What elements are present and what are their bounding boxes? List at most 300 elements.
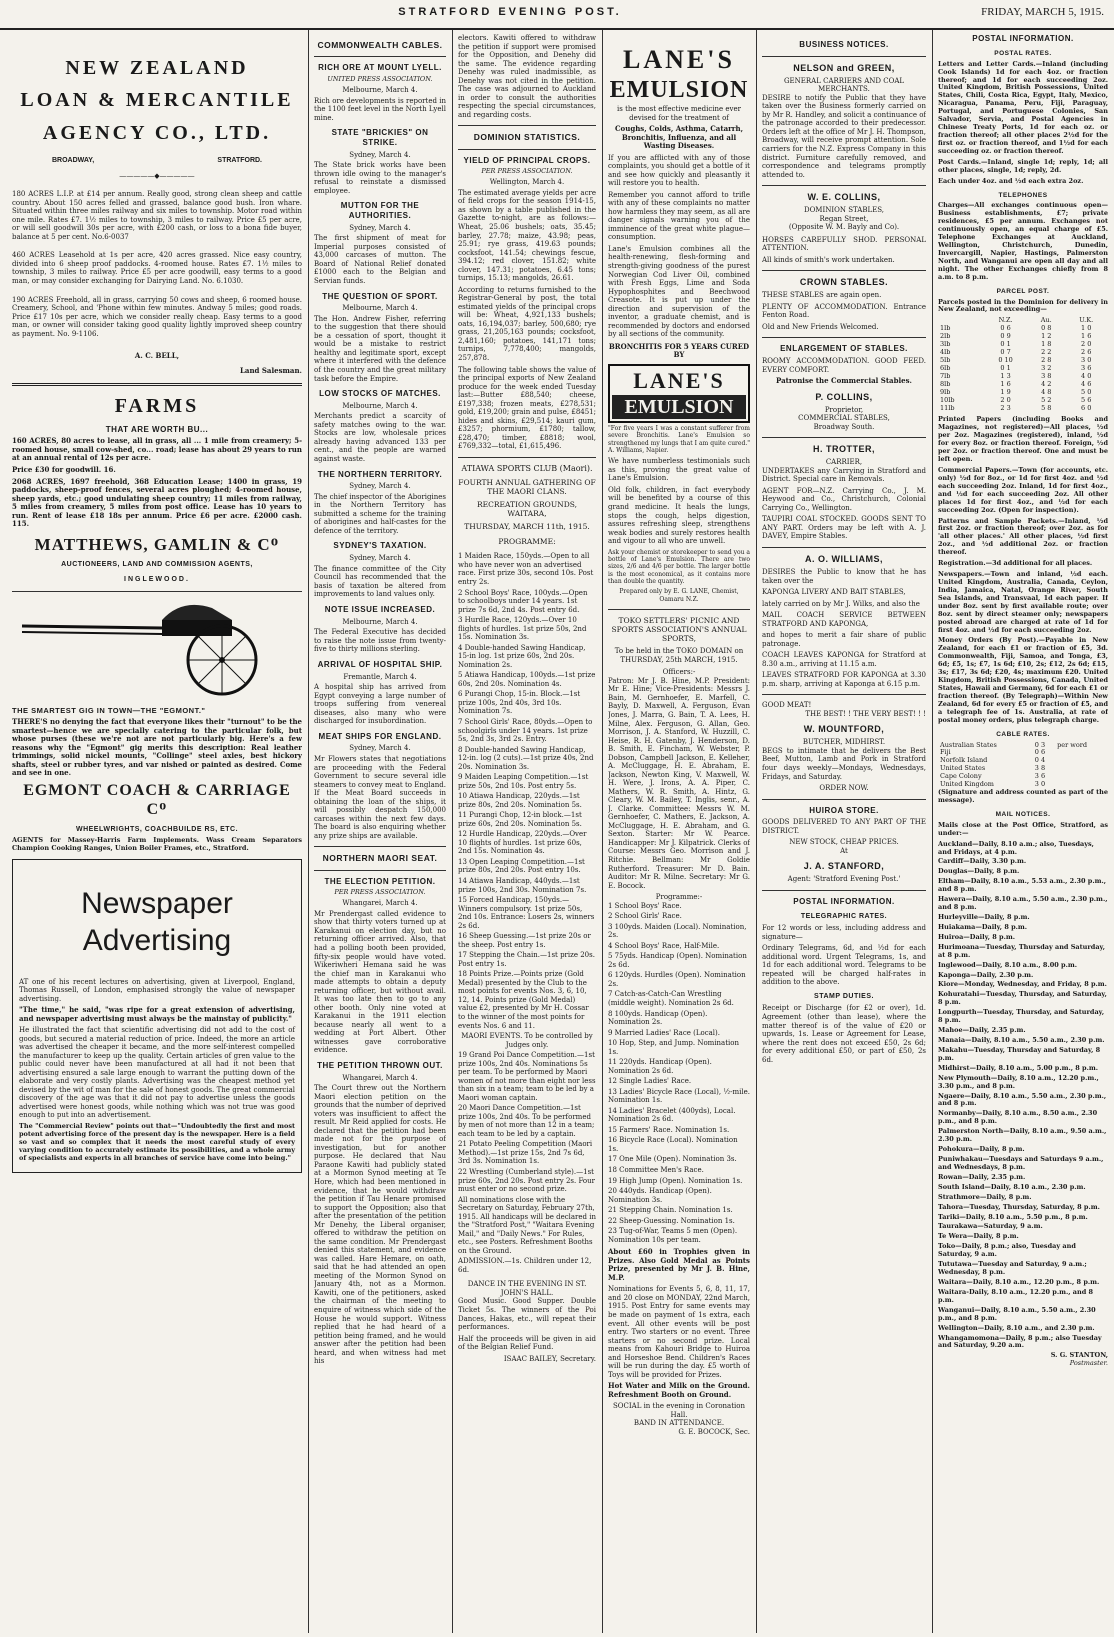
event-item: 8 100yds. Handicap (Open). Nomination 2s. xyxy=(608,1009,708,1027)
list-item: Puniwhakau—Tuesdays and Saturdays 9 a.m., and Wednesdays, 8 p.m. xyxy=(938,1154,1104,1171)
stamp-duties-para: Receipt or Discharge (for £2 or over), 1d. Agreement (other than lease), where the matter thereof is of the value of £20 or upwards, 1s. Lease or Agreement for Lease, where the rent does not exceed £50, 2s 6d; for every additional £50, or part of £50, 2s 6d. xyxy=(762,1004,926,1064)
atiawa-dance-body: Good Music. Good Supper. Double Ticket 5s. The winners of the Poi Dances, Hakas, etc., will repeat their performances. xyxy=(458,1297,596,1332)
mountford-title: W. MOUNTFORD, xyxy=(803,724,885,735)
dateline: Wellington, March 4. xyxy=(489,178,565,187)
list-item: Waitara-Daily, 8.10 a.m., 12.20 p.m., and 8 p.m. xyxy=(938,1287,1094,1304)
list-item: Auckland—Daily, 8.10 a.m.; also, Tuesdays, and Fridays, at 4 p.m. xyxy=(938,839,1094,856)
list-item: Mahoe—Daily, 2.35 p.m. xyxy=(938,1026,1026,1035)
list-item: Tariki—Daily, 8.10 a.m., 5.50 p.m., 8 p.m. xyxy=(938,1212,1088,1221)
postal-extra: Each under 4oz. and ½d each extra 2oz. xyxy=(938,176,1084,185)
dateline: Melbourne, March 4. xyxy=(342,401,418,410)
column-4 xyxy=(608,34,750,1633)
postmaster-title: Postmaster. xyxy=(1069,1359,1108,1368)
table-cell: 4lb xyxy=(940,348,951,357)
telegraphic-postal-title: POSTAL INFORMATION. xyxy=(793,896,895,906)
rule xyxy=(762,270,926,271)
mail-notices-list xyxy=(938,841,1108,1351)
nz-loan-street: BROADWAY, xyxy=(52,157,95,165)
event-item: 10 Atiawa Handicap, 220yds.—1st prize 80s, 2nd 20s. Nomination 5s. xyxy=(458,792,582,809)
mountford-best: THE BEST! ! THE VERY BEST! ! ! xyxy=(805,709,926,718)
list-item: Midhirst—Daily, 8.10 a.m., 5.00 p.m., 8 p.m. xyxy=(938,1063,1098,1072)
matthews-gamlin-sub: AUCTIONEERS, LAND AND COMMISSION AGENTS, xyxy=(61,561,253,569)
list-item: Kaponga—Daily, 2.30 p.m. xyxy=(938,970,1034,979)
dateline: Fremantle, March 4. xyxy=(343,672,417,681)
patterns-samples: Patterns and Sample Packets.—Inland, ½d first 2oz. or fraction thereof; over 2oz. as for 'all other places.' All other places, ½d first 2oz., and ½d additional 2oz. or fraction thereof. xyxy=(938,516,1108,557)
dominion-statistics-heading: DOMINION STATISTICS. xyxy=(473,132,581,143)
crown-stables-title: CROWN STABLES. xyxy=(799,277,889,288)
dateline: Melbourne, March 4. xyxy=(342,86,418,95)
event-item: 22 Sheep-Guessing. Nomination 1s. xyxy=(608,1216,735,1225)
table-cell xyxy=(1055,749,1108,757)
event-item: 19 High Jump (Open). Nomination 1s. xyxy=(608,1176,743,1185)
lanes-logo: LANE'S xyxy=(633,367,725,393)
lanes-testimonial: "For five years I was a constant sufferer from severe Bronchitis. Lane's Emulsion so strengthened my lungs that I am quite cured." A. Williams, Napier. xyxy=(608,425,750,455)
story-body: The chief inspector of the Aborigines in the Northern Territory has submitted a scheme for the training of aborigines and half-castes for the defence of the territory. xyxy=(314,492,446,535)
table-cell: Norfolk Island xyxy=(940,756,988,765)
trotter-agent: AGENT FOR—N.Z. Carrying Co., J. M. Heywood and Co., Christchurch, Colonial Carrying Co., Wellington. xyxy=(762,486,926,512)
table-cell: United States xyxy=(940,764,986,773)
matthews-gamlin-town: INGLEWOOD. xyxy=(124,575,190,583)
table-cell: 1 6 xyxy=(1081,332,1092,341)
diamond-ornament: —————◆————— xyxy=(119,171,195,180)
dateline: Sydney, March 4. xyxy=(349,554,411,563)
table-cell: Australian States xyxy=(940,740,997,749)
masthead xyxy=(0,0,1114,30)
rule xyxy=(762,799,926,800)
rule xyxy=(762,56,926,57)
headline: ARRIVAL OF HOSPITAL SHIP. xyxy=(317,659,443,669)
mail-notices-heading: MAIL NOTICES. xyxy=(995,810,1051,818)
event-item: ADMISSION.—1s. Children under 12, 6d. xyxy=(458,1257,592,1274)
money-orders: Money Orders (By Post).—Payable in New Zealand, for each £1 or fraction of £5, 3d. Commonwealth, Fiji, Samoa, and Tonga, £3, 6d; £5, 1s; £7, 1s 6d; £10, 2s; £12, 2s 6d; £15, 3s; £17, 3s 6d; £20, 4s; maximum £20. United Kingdom, British Possessions, Canada, United States, Hawaii and Germany, 6d for each £1 or fraction thereof. (By Telegraph)—Within New Zealand, 6d for every £5 or fraction of £5, and a telegraph fee of 1s. Australia, at rate of postal money orders, plus telegraph charge. xyxy=(938,636,1108,724)
cable-rates-table xyxy=(938,742,1108,790)
section-rule xyxy=(12,591,302,592)
nz-loan-listing-3: 190 ACRES Freehold, all in grass, carrying 50 cows and sheep, 6 roomed house. Creamery, School, and 'Phone within few minutes. Andway 5 miles; good roads. Price £17 10s per acre, which we consider really cheap. Easy terms to a good man, or owner will consider taking good quality lightly improved sheep country as payment. No. 9-1106. xyxy=(12,295,302,338)
table-cell: 9lb xyxy=(940,387,951,396)
cable-rates-heading: CABLE RATES. xyxy=(996,730,1050,738)
huiroa-at: At xyxy=(840,846,848,855)
mountford-sub: BUTCHER, MIDHIRST. xyxy=(802,738,886,747)
list-item: Ngaere—Daily, 8.10 a.m., 5.50 a.m., 2.30 p.m., and 8 p.m. xyxy=(938,1091,1107,1108)
table-cell: 8lb xyxy=(940,379,951,388)
registration: Registration.—3d additional for all places. xyxy=(938,559,1093,568)
egmont-gig-ad xyxy=(12,598,302,854)
atiawa-programme-heading: PROGRAMME: xyxy=(498,537,556,547)
farms-subtitle: THAT ARE WORTH BU... xyxy=(105,424,209,434)
event-item: 20 Maori Dance Competition.—1st prize 100s, 2nd 40s. To be performed by men of not more than 12 in a team; each team to be led by a captain. xyxy=(458,1104,595,1138)
table-cell: 2 0 xyxy=(1000,395,1011,404)
lanes-ailments: Coughs, Colds, Asthma, Catarrh, Bronchitis, Influenza, and all Wasting Diseases. xyxy=(614,124,744,151)
headline: RICH ORE AT MOUNT LYELL. xyxy=(318,63,442,73)
postal-letters: Letters and Letter Cards.—Inland (including Cook Islands) 1d for each 4oz. or fraction thereof; and 1d for each succeeding 2oz. United Kingdom, British Possessions, United States, Chili, Costa Rica, Egypt, Italy, Mexico, Nicaragua, Panama, Peru, Fiji, Paraguay, Portugal, and Portuguese Colonies, San Salvador, Servia, and Postal Agencies in Chinese Treaty Ports, 1d for each oz. or fraction thereof; all other places 2½d for the first oz. or fraction thereof, and 1½d for each succeeding oz. or fraction thereof. xyxy=(938,59,1108,155)
source: PER PRESS ASSOCIATION. xyxy=(334,888,426,897)
story-body: The Hon. Andrew Fisher, referring to the suggestion that there should be a cessation of sport, thought it would be a mistake to restrict healthy and legitimate sport, except where it interfered with the defence of the country and the great military task before the Empire. xyxy=(314,314,446,383)
table-cell: 1 2 xyxy=(1041,332,1052,341)
table-cell: 5 6 xyxy=(1081,395,1092,404)
column-5 xyxy=(762,34,926,1633)
list-item: Waitara—Daily, 8.10 a.m., 12.20 p.m., 8 p.m. xyxy=(938,1277,1100,1286)
trotter-title: H. TROTTER, xyxy=(813,444,875,455)
gig-shaft xyxy=(22,632,162,634)
table-cell: 3 6 xyxy=(1081,363,1092,372)
toko-secretary: G. E. BOCOCK, Sec. xyxy=(678,1427,750,1436)
toko-nominations: Nominations for Events 5, 6, 8, 11, 17, and 20 close on MONDAY, 22nd March, 1915. Post Entry for same events may be made on payment of 1s extra, each event. All other events will be post entry. Two starters or no event. Three starters or no second prize. Local means from Kahouri Bridge to Huiroa and Horseshoe Bend. Children's Races will be run during the day. £5 worth of Toys will be provided for Prizes. xyxy=(608,1285,750,1379)
enlargement-patronise: Patronise the Commercial Stables. xyxy=(776,376,912,386)
event-item: 4 Double-handed Sawing Handicap, 15-in log. 1st prize 60s, 2nd 20s. Nomination 2s. xyxy=(458,643,586,669)
telegraphic-para: For 12 words or less, including address and signature— xyxy=(762,924,926,941)
headline: MUTTON FOR THE AUTHORITIES. xyxy=(340,201,420,221)
list-item: Kohuratahi—Tuesday, Thursday, and Saturday, 8 p.m. xyxy=(938,990,1107,1007)
table-cell: 4 2 xyxy=(1041,379,1052,388)
toko-band: BAND IN ATTENDANCE. xyxy=(633,1419,725,1428)
enlargement-stables: COMMERCIAL STABLES, xyxy=(798,414,890,423)
column-3 xyxy=(458,34,596,1633)
crown-stables-friends: Old and New Friends Welcomed. xyxy=(762,322,879,331)
emulsion-title: EMULSION xyxy=(609,76,749,103)
table-cell: 1 8 xyxy=(1041,340,1052,349)
event-item: 9 Maiden Leaping Competition.—1st prize 50s, 2nd 10s. Post entry 5s. xyxy=(458,773,589,790)
gig-body: THERE'S no denying the fact that everyone likes their "turnout" to be the smartest—hence we are specially catering to the particular folk, but whose purses (these we're not are not particularly big. Here's a few reasons why the "Egmont" gig merits this description: Real leather trimmings, solid nickel mounts, "Collinge" steel axles, best hickory shafts, steel or rubber tyres, and var nished or painted as desired. Come and see in one. xyxy=(12,717,302,778)
table-cell: 3 6 xyxy=(1034,772,1046,781)
event-item: 14 Atiawa Handicap, 440yds.—1st prize 100s, 2nd 30s. Nomination 7s. xyxy=(458,877,587,894)
newspaper-advertising-box xyxy=(12,859,302,1172)
commercial-papers: Commercial Papers.—Town (for accounts, etc. only) ½d for 8oz., or 1d for first 4oz. and ½d each succeeding 2oz. Inland, 1d for first 4oz., and ½d for each succeeding 2oz. All other places 1d for first 4oz., and ½d for each succeeding 2oz. (Open for inspection). xyxy=(938,466,1108,514)
rule xyxy=(762,890,926,891)
rule xyxy=(762,547,926,548)
collins-work: All kinds of smith's work undertaken. xyxy=(762,255,895,264)
gig-shaft xyxy=(22,626,162,628)
story-body: The first shipment of meat for Imperial purposes consisted of 43,000 carcases of mutton. The Board of National Relief donated £1000 each to the Belgian and Servian funds. xyxy=(314,234,446,285)
list-item: Huiakama—Daily, 8 p.m. xyxy=(938,922,1028,931)
story-body: The following table shows the value of the principal exports of New Zealand produce for the week ended Tuesday last:—Butter £88,540; cheese, £197,338; frozen meats, £278,531; gold, £19,200; grain and pulse, £8451; hides and skins, £29,514; kauri gum, £3257; phormium, £1780; tallow, £28,470; timber, £8818; wool, £769,332—total, £1,615,496. xyxy=(458,365,596,451)
williams-body3: and hopes to merit a fair share of public patronage. xyxy=(762,631,926,648)
table-cell: 3lb xyxy=(940,340,951,349)
rule xyxy=(314,56,446,57)
table-cell: 3 0 xyxy=(1081,356,1092,365)
source: UNITED PRESS ASSOCIATION. xyxy=(327,75,433,84)
table-cell: 0 8 xyxy=(1041,324,1052,333)
huiroa-name: J. A. STANFORD, xyxy=(803,861,885,872)
commonwealth-cables-heading: COMMONWEALTH CABLES. xyxy=(317,40,443,50)
toko-officers-heading: Officers:- xyxy=(662,668,696,677)
headline: THE NORTHERN TERRITORY. xyxy=(317,469,443,479)
nz-loan-listing-1: 180 ACRES L.I.P. at £14 per annum. Really good, strong clean sheep and cattle country. About 150 acres felled and grassed, balance good bush. Iron whare. Situated within three miles railway and six miles to township. Motor road within one mile. Rates £7. 1½ miles to township, 3 miles to railway. Price £5 per acre, or will sell goodwill 30s per acre, with £200 cash, or loss to a bona fide buyer, balance at 5 per cent. No.6-0037 xyxy=(12,190,302,241)
toko-programme-heading: Programme:- xyxy=(655,893,703,902)
event-item: 21 Stepping Chain. Nomination 1s. xyxy=(608,1206,733,1215)
event-item: 13 Open Leaping Competition.—1st prize 80s, 2nd 20s. Post entry 10s. xyxy=(458,857,585,875)
event-item: 15 Farmers' Race. Nomination 1s. xyxy=(608,1125,730,1134)
rule xyxy=(762,694,926,695)
postal-rates-heading: POSTAL RATES. xyxy=(994,49,1052,57)
stamp-duties-title: STAMP DUTIES. xyxy=(814,992,874,1000)
lanes-cure: BRONCHITIS FOR 5 YEARS CURED BY xyxy=(608,341,750,360)
farms-listing-1: 160 ACRES, 80 acres to lease, all in grass, all ... 1 mile from creamery; 5-roomed house, small cow-shed, co... road; lease has about 29 years to run at an annual rental of 12s per acre. xyxy=(12,436,302,463)
column-divider xyxy=(932,30,933,1633)
williams-coach: COACH LEAVES KAPONGA for Stratford at 8.30 a.m., arriving at 11.15 a.m. xyxy=(762,651,926,668)
event-item: 12 Single Ladies' Race. xyxy=(608,1077,692,1086)
williams-body2: lately carried on by Mr J. Wilks, and also the xyxy=(762,599,920,608)
event-item: 5 Atiawa Handicap, 100yds.—1st prize 60s, 2nd 20s. Nomination 4s. xyxy=(458,671,596,688)
event-item: 4 School Boys' Race, Half-Mile. xyxy=(608,941,720,950)
table-cell: 1 0 xyxy=(1081,324,1092,333)
event-item: 16 Bicycle Race (Local). Nomination 1s. xyxy=(608,1136,738,1153)
table-cell: 2 8 xyxy=(1041,356,1052,365)
headline: YIELD OF PRINCIPAL CROPS. xyxy=(463,155,591,165)
table-cell: 5 2 xyxy=(1041,395,1052,404)
nelson-green-body: DESIRE to notify the Public that they have taken over the Business formerly carried on by Mr R. Handley, and solicit a continuance of the patronage accorded to their predecessor. Orders left at the office of Mr J. H. Thompson, Broadway, will receive prompt attention. Sole carriers for the N.Z. Express Company in this district. Furniture carefully removed, and correspondence and telegrams promptly attended to. xyxy=(762,93,926,179)
egmont-agents: AGENTS for Massey-Harris Farm Implements. Wass Cream Separators Champion Cooking Ranges, Union Boiler Frames, etc., Stratford. xyxy=(12,836,302,853)
column-header: Au. xyxy=(1040,316,1052,325)
parcel-rates-table xyxy=(938,317,1108,412)
headline: THE QUESTION OF SPORT. xyxy=(322,291,438,301)
event-item: 22 Wrestling (Cumberland style).—1st prize 60s, 2nd 20s. Post entry 2s. Four must enter or no second prize. xyxy=(458,1168,595,1194)
event-item: 16 Sheep Guessing.—1st prize 20s or the sheep. Post entry 1s. xyxy=(458,932,591,949)
story-body: The finance committee of the City Council has recommended that the basis of taxation be altered from improvements to land values only. xyxy=(314,564,446,599)
table-cell: 0 1 xyxy=(1000,363,1011,372)
atiawa-sports-ad xyxy=(458,464,596,1363)
telegraphic-para: Ordinary Telegrams, 6d, and ½d for each additional word. Urgent Telegrams, 1s, and 1d for each additional word. Telegrams to be repeated will be charged half-rates in addition to the above. xyxy=(762,944,926,987)
atiawa-line3: RECREATION GROUNDS, WAITARA, xyxy=(477,499,577,518)
column-divider xyxy=(756,30,757,1633)
event-item: 23 Tug-of-War, Teams 5 men (Open). Nomination 10s per team. xyxy=(608,1227,738,1244)
table-cell: 0 7 xyxy=(1000,348,1011,357)
table-cell: 0 10 xyxy=(998,356,1013,365)
list-item: Douglas—Daily, 8 p.m. xyxy=(938,867,1020,876)
headline: THE PETITION THROWN OUT. xyxy=(317,1060,443,1070)
column-divider xyxy=(308,30,309,1633)
list-item: Taurakawa—Saturday, 9 a.m. xyxy=(938,1222,1043,1231)
atiawa-dance: DANCE IN THE EVENING IN ST. JOHN'S HALL. xyxy=(467,1280,587,1297)
huiroa-agent: Agent: 'Stratford Evening Post.' xyxy=(787,875,901,884)
williams-mail: MAIL COACH SERVICE BETWEEN STRATFORD AND KAPONGA, xyxy=(762,611,926,628)
list-item: Tututawa—Tuesday and Saturday, 9 a.m.; Wednesday, 8 p.m. xyxy=(938,1260,1087,1277)
toko-social: SOCIAL in the evening in Coronation Hall. xyxy=(612,1402,745,1419)
table-cell: 10lb xyxy=(940,395,955,404)
table-cell: 6 0 xyxy=(1081,403,1092,412)
farms-listing-2: 2068 ACRES, 1697 freehold, 368 Education Lease; 1400 in grass, 19 paddocks, sheep-proof fences, several acres ploughed; 4-roomed house, sheep yards, etc.; good undulating sheep country; 11 miles from railway, 5 miles from creamery, 5 miles from post office. Lease has 10 years to run. Rent of lease £18 18s per annum. Price £6 per acre. £2000 cash. 115. xyxy=(12,476,302,529)
list-item: New Plymouth—Daily, 8.10 a.m., 12.20 p.m., 3.30 p.m., and 8 p.m. xyxy=(938,1073,1099,1090)
event-item: 3 Hurdle Race, 120yds.—Over 10 flights of hurdles. 1st prize 50s, 2nd 15s. Nomination 3s. xyxy=(458,616,587,642)
mountford-body: BEGS to intimate that he delivers the Best Beef, Mutton, Lamb and Pork in Stratford four days weekly—Mondays, Wednesdays, Fridays, and Saturday. xyxy=(762,746,926,781)
williams-stable: KAPONGA LIVERY AND BAIT STABLES, xyxy=(762,588,906,597)
huiroa-stock: NEW STOCK, CHEAP PRICES. xyxy=(789,838,899,847)
table-cell: 5 0 xyxy=(1081,387,1092,396)
advertising-title-line2: Advertising xyxy=(82,923,232,957)
list-item: Wellington—Daily, 8.10 a.m., and 2.30 p.m. xyxy=(938,1323,1095,1332)
table-cell: 3 0 xyxy=(1034,780,1046,789)
telephones-body: Charges—All exchanges continuous open—Business establishments, £7; private residences, £5 per annum. Exchanges not continuously open, an equal charge of £5. Telephone Exchanges at Auckland, Wellington, Christchurch, Dunedin, Invercargill, Napier, Hastings, Palmerston North, and Wanganui are open all day and all night. The other Exchanges chiefly from 8 a.m. to 8 p.m. xyxy=(938,201,1108,281)
farms-title: FARMS xyxy=(114,395,200,418)
event-item: 2 School Girls' Race. xyxy=(608,912,682,921)
collins-opposite: (Opposite W. M. Bayly and Co). xyxy=(788,223,900,232)
rule xyxy=(762,437,926,438)
nz-loan-town: STRATFORD. xyxy=(217,157,262,165)
headline: STATE "BRICKIES" ON STRIKE. xyxy=(331,128,429,147)
table-cell: 3 8 xyxy=(1041,371,1052,380)
table-cell: Cape Colony xyxy=(940,772,982,781)
nz-loan-listing-2: 460 ACRES Leasehold at 1s per acre, 420 acres grassed. Nice easy country, divided into 6 sheep proof paddocks. 4-roomed house. Rates £7. 1½ miles to township, 3 miles to railway. Price £5 per acre goodwill, easy terms to a good man, or may consider exchanging for Dairying Land. No. 6.1030. xyxy=(12,251,302,286)
story-body: Rich ore developments is reported in the 1100 feet level in the North Lyell mine. xyxy=(314,96,446,122)
story-body: According to returns furnished to the Registrar-General by post, the total estimated yields of the principal crops will be: Wheat, 4,921,133 bushels; oats, 16,194,037; barley, 500,680; rye grass, 21,205,163 pounds; cocksfoot, 2,481,160; potatoes, 141,171 tons; turnips, 7,778,400; mangolds, 257,878. xyxy=(458,285,596,362)
farms-listing-1-price: Price £30 for goodwill. 16. xyxy=(12,465,116,474)
postal-information-heading: POSTAL INFORMATION. xyxy=(972,34,1074,43)
event-item: MAORI EVENTS. To be controlled by Judges only. xyxy=(461,1032,593,1049)
rule xyxy=(458,125,596,126)
collins-address: Regan Street, xyxy=(819,214,869,223)
event-item: 18 Points Prize.—Points prize (Gold Medal) presented by the Club to the most points for events Nos. 3, 6, 10, 12, 14. Points prize (Gold Medal) value £2, presented by Mr H. Cossar to the winner of the most points for events Nos. 6 and 11. xyxy=(458,970,589,1030)
event-item: 7 School Girls' Race, 80yds.—Open to schoolgirls under 14 years. 1st prize 5s, 2nd 3s, 3rd 2s. Entry. xyxy=(458,717,593,744)
lanes-logo-box xyxy=(608,364,750,423)
lanes-lead: is the most effective medicine ever devised for the treatment of xyxy=(617,104,741,122)
atiawa-line4: THURSDAY, MARCH 11th, 1915. xyxy=(464,522,590,532)
table-cell: 0 6 xyxy=(1000,324,1011,333)
list-item: South Island—Daily, 8.10 a.m., 2.30 p.m. xyxy=(938,1182,1086,1191)
table-cell xyxy=(1055,773,1108,781)
event-item: 9 Married Ladies' Race (Local). xyxy=(608,1028,720,1037)
event-item: 8 Double-handed Sawing Handicap, 12-in. log (2 cuts).—1st prize 40s, 2nd 20s. Nomination 3s. xyxy=(458,745,594,771)
headline: NOTE ISSUE INCREASED. xyxy=(324,604,436,614)
dateline: Whangarei, March 4. xyxy=(342,899,418,908)
table-cell: 0 6 xyxy=(1034,748,1046,757)
mail-notices-intro: Mails close at the Post Office, Stratford, as under:— xyxy=(938,820,1108,837)
trotter-body: UNDERTAKES any Carrying in Stratford and District. Special care in Removals. xyxy=(762,466,926,484)
list-item: Hurimoana—Tuesday, Thursday and Saturday, at 8 p.m. xyxy=(938,942,1105,959)
toko-venue: To be held in the TOKO DOMAIN on THURSDAY, 25th MARCH, 1915. xyxy=(614,647,744,664)
table-cell xyxy=(1055,765,1108,773)
emulsion-logo: EMULSION xyxy=(612,395,746,419)
event-item: 7 Catch-as-Catch-Can Wrestling (middle weight). Nomination 2s 6d. xyxy=(608,990,734,1007)
list-item: Normanby—Daily, 8.10 a.m., 8.50 a.m., 2.30 p.m., and 8 p.m. xyxy=(938,1109,1098,1126)
enlargement-address: Broadway South. xyxy=(813,422,875,431)
rule xyxy=(458,457,596,458)
list-item: Wanganui—Daily, 8.10 a.m., 5.50 a.m., 2.30 p.m., and 8 p.m. xyxy=(938,1305,1096,1322)
nz-loan-agent-title: Land Salesman. xyxy=(240,365,302,375)
collins-horses: HORSES CAREFULLY SHOD. PERSONAL ATTENTION. xyxy=(762,235,926,253)
event-item: 1 School Boys' Race. xyxy=(608,901,682,910)
list-item: Toko—Daily, 8 p.m.; also, Tuesday and Saturday, 9 a.m. xyxy=(938,1242,1076,1259)
headline: MEAT SHIPS FOR ENGLAND. xyxy=(318,731,442,741)
nz-loan-line3: AGENCY CO., LTD. xyxy=(42,121,272,144)
list-item: Manaia—Daily, 8.10 a.m., 5.50 a.m., 2.30 p.m. xyxy=(938,1036,1105,1044)
dateline: Sydney, March 4. xyxy=(349,744,411,753)
rule xyxy=(762,337,926,338)
dateline: Melbourne, March 4. xyxy=(342,617,418,626)
lanes-emulsion-ad xyxy=(608,44,750,603)
atiawa-half-proceeds: Half the proceeds will be given in aid of the Belgian Relief Fund. xyxy=(458,1334,596,1352)
huiroa-title: HUIROA STORE. xyxy=(809,805,879,815)
advertising-para-3: He illustrated the fact that scientific advertising did not add to the cost of goods, but secured a material reduction of price. Indeed, the more an article was advertised the cheaper it became, and the more self-interest compelled the manufacturer to keep up the quality. Certain articles of gren value to the public could never have been manufactured at all had it not been that advertising ensured a sale large enough to warrant the putting down of the elaborate and very costly plants. Advertising was the cheapest method yet devised by the wit of man for the sale of honest goods. The great commercial discovery of the age was that it did not pay to advertise unless the goods advertised were honest goods, while nothing which was not true was good enough to put into an advertisement. xyxy=(19,1026,295,1120)
story-body: Merchants predict a scarcity of safety matches owing to the war. Stocks are low, wholesale prices already having advanced 133 per cent., and the people are warned against waste. xyxy=(314,412,446,463)
nz-loan-line2: LOAN & MERCANTILE xyxy=(20,89,294,112)
table-cell: 1 6 xyxy=(1000,379,1011,388)
table-cell: 5 8 xyxy=(1041,403,1052,412)
toko-refreshments: Hot Water and Milk on the Ground. Refreshment Booth on Ground. xyxy=(608,1381,750,1399)
dateline: Sydney, March 4. xyxy=(349,482,411,491)
event-item: 17 One Mile (Open). Nomination 3s. xyxy=(608,1155,737,1164)
enlargement-name: P. COLLINS, xyxy=(815,391,873,402)
dateline: Whangarei, March 4. xyxy=(342,1073,418,1082)
dateline: Melbourne, March 4. xyxy=(342,304,418,313)
list-item: Palmerston North—Daily, 8.10 a.m., 9.50 a.m., 2.30 p.m. xyxy=(938,1127,1107,1144)
gig-illustration xyxy=(12,598,302,698)
event-item: 5 75yds. Handicap (Open). Nomination 2s 6d. xyxy=(608,952,747,969)
table-row xyxy=(938,405,1108,413)
postmaster-name: S. G. STANTON, xyxy=(1050,1351,1108,1360)
advertising-title-line1: Newspaper xyxy=(81,887,233,921)
parcel-post-heading: PARCEL POST. xyxy=(996,287,1050,295)
telegraphic-rates-title: TELEGRAPHIC RATES. xyxy=(800,912,888,920)
table-cell: 0 3 xyxy=(1034,740,1046,749)
table-cell: 2lb xyxy=(940,332,951,341)
nelson-green-sub: GENERAL CARRIERS AND COAL MERCHANTS. xyxy=(783,76,905,94)
table-cell: 3 2 xyxy=(1041,363,1052,372)
postal-post-cards: Post Cards.—Inland, single 1d; reply, 1d; all other places, single, 1d; reply, 2d. xyxy=(938,157,1108,174)
rule xyxy=(458,149,596,150)
table-cell: 0 9 xyxy=(1000,332,1011,341)
table-row xyxy=(938,742,1108,750)
egmont-firm-sub: WHEELWRIGHTS, COACHBUILDE RS, ETC. xyxy=(75,825,239,833)
advertising-para-4: The "Commercial Review" points out that—"Undoubtedly the first and most potent advertising force of the present day is the newspaper. Here is a field so vast and so complex that it needs the most careful study of every varying condition to accurately estimate its possibilities, and a whole army of specialists and experts in all branches of service have come into being." xyxy=(19,1122,295,1162)
event-item: 19 Grand Poi Dance Competition.—1st prize 100s, 2nd 40s. Nominations 5s per team. To be performed by Maori women of not more than eight nor less than six in a team; team to be led by a Maori woman captain. xyxy=(458,1051,596,1102)
story-body: Mr Prendergast called evidence to show that thirty voters turned up at Karakanui on election day, but no returning officer arrived. Also, that had a polling booth been provided, fifty-six people would have voted. Wikeriwheri Hemana said he was the chief man in Karakanui who made attempts to obtain a deputy returning officer, but without avail. It was too late then to go to any other booth. Only nine voted at Karakanui in the 1911 election because nearly all went to a wedding at Port Albert. Other witnesses gave corroborative evidence. xyxy=(314,909,446,1055)
cable-note: (Signature and address counted as part of the message). xyxy=(938,788,1108,804)
williams-title: A. O. WILLIAMS, xyxy=(805,554,883,564)
lanes-para: We have numberless testimonials such as this, proving the great value of Lane's Emulsion. xyxy=(608,457,750,483)
list-item: Te Wera—Daily, 8 p.m. xyxy=(938,1232,1019,1241)
enlargement-title: ENLARGEMENT OF STABLES. xyxy=(780,344,908,354)
table-cell: United Kingdom xyxy=(940,780,994,789)
story-body: The estimated average yields per acre of field crops for the season 1914-15, as shown by a table published in the Gazette to-night, are as follows:—Wheat, 25.06 bushels; oats, 35.45; barley, 27.78; maize, 43.98; peas, 25.91; rye grass, 419.63 pounds; cocksfoot, 141.54; chewings fescue, 394.12; red clover, 151.82; white clover, 147.31; potatoes, 6.45 tons; turnips, 15.13; mangolds, 26.61. xyxy=(458,188,596,283)
event-item: 21 Potato Peeling Competition (Maori Method).—1st prize 15s, 2nd 7s 6d, 3rd 3s. Nomination 1s. xyxy=(458,1140,593,1166)
mountford-order: ORDER NOW. xyxy=(819,784,869,793)
list-item: Kiore—Monday, Wednesday, and Friday, 8 p.m. xyxy=(938,980,1107,989)
event-item: 20 440yds. Handicap (Open). Nomination 3s. xyxy=(608,1187,712,1204)
lanes-prepared-by: Prepared only by E. G. LANE, Chemist, Oamaru N.Z. xyxy=(619,588,739,603)
rule xyxy=(314,870,446,871)
table-cell: per word xyxy=(1057,740,1088,749)
crown-stables-plenty: PLENTY OF ACCOMMODATION. Entrance Fenton Road. xyxy=(762,302,926,320)
list-item: Makahu—Tuesday, Thursday and Saturday, 8 p.m. xyxy=(938,1045,1101,1062)
toko-prizes: About £60 in Trophies given in Prizes. Also Gold Medal as Points Prize, presented by Mr J. B. Hine, M.P. xyxy=(608,1247,750,1282)
telephones-heading: TELEPHONES xyxy=(998,191,1048,199)
gig-caption: THE SMARTEST GIG IN TOWN—THE "EGMONT." xyxy=(12,706,206,716)
event-item: 1 Maiden Race, 150yds.—Open to all who have never won an advertised race. First prize 30s, second 10s. Post entry 2s. xyxy=(458,552,594,586)
list-item: Huiroa—Daily, 8 p.m. xyxy=(938,932,1016,941)
table-cell xyxy=(1055,757,1108,765)
event-item: 11 220yds. Handicap (Open). Nomination 2s 6d. xyxy=(608,1058,712,1075)
column-6 xyxy=(938,34,1108,1633)
table-cell: 11lb xyxy=(940,403,955,412)
rule xyxy=(608,609,750,610)
table-cell: 2 6 xyxy=(1081,348,1092,357)
table-cell: 1lb xyxy=(940,324,951,333)
nz-loan-line1: NEW ZEALAND xyxy=(65,57,249,79)
event-item: 13 Ladies' Bicycle Race (Local), ½-mile. Nomination 1s. xyxy=(608,1087,750,1105)
section-rule xyxy=(12,383,302,386)
lanes-para: Ask your chemist or storekeeper to send you a bottle of Lane's Emulsion. There are two sizes, 2/6 and 4/6 per bottle. The larger bottle is the most economical, as it contains more than double the quantity. xyxy=(608,548,750,585)
toko-sports-ad xyxy=(608,616,750,1437)
atiawa-events xyxy=(458,552,596,1274)
newspapers-rates: Newspapers.—Town and inland, ½d each. United Kingdom, Australia, Canada, Ceylon, India, Jamaica, Natal, Orange River, South Sea Islands, and Transvaal, 1d each paper. If under 8oz. sent by first available route; over 8oz. sent by direct steamer only; newspapers posted abroad are charged at rate of 1d for first 4oz. and ½d for each succeeding 2oz. xyxy=(938,570,1108,634)
nz-loan-agent: A. C. BELL, xyxy=(134,351,180,361)
matthews-gamlin-firm: MATTHEWS, GAMLIN & Cᴼ xyxy=(34,534,280,554)
atiawa-line1: ATIAWA SPORTS CLUB (Maori). xyxy=(461,463,593,473)
egmont-firm: EGMONT COACH & CARRIAGE Cᴼ xyxy=(23,781,291,819)
atiawa-line2: FOURTH ANNUAL GATHERING OF THE MAORI CLANS. xyxy=(458,477,596,496)
toko-officers: Patron: Mr J. B. Hine, M.P. President: Mr E. Hine; Vice-Presidents: Messrs J. Bain, M. Gernhoefer, E. Marfell, C. Bayly, D. Maxwell, A. Ferguson, Evan Jones, J. Marra, G. Bain, T. A. Lees, H. Milne, Alex. Ferguson, G. Allan, Geo. Morrison, J. A. Stanford, W. Huzzill, C. Heise, R. H. Gatenby, J. Henderson, D. B. Smith, E. Fincham, W. Webster, P. Dobson, Campbell Jackson, E. Kelleher, A. McCluggage, H. E. Abraham, E. Jackson, Newton King, V. Maxwell, W. H. Were, J. Irons, A. A. Piper, C. Mathers, W. R. Smith, A. Hintz, G. Cleary, W. M. Bailey, T. Inglis, senr., A. J. Clarke. Committee: Messrs W. M. Gernhoefer, C. Mathers, E. Jackson, A. McCluggage, H. E. Abraham, and G. Sexton. Starter: Mr W. Pearce. Handicapper: Mr J. Kilpatrick. Clerks of Course: Messrs Geo. Morrison and J. Ritchie. Bellman: Mr Goldie Rutherford. Treasurer: Mr D. Bain. Auditor: Mr R. Milne. Secretary: Mr G. E. Bocock. xyxy=(608,676,750,890)
business-notices-heading: BUSINESS NOTICES. xyxy=(799,40,889,49)
table-cell: 6lb xyxy=(940,363,951,372)
